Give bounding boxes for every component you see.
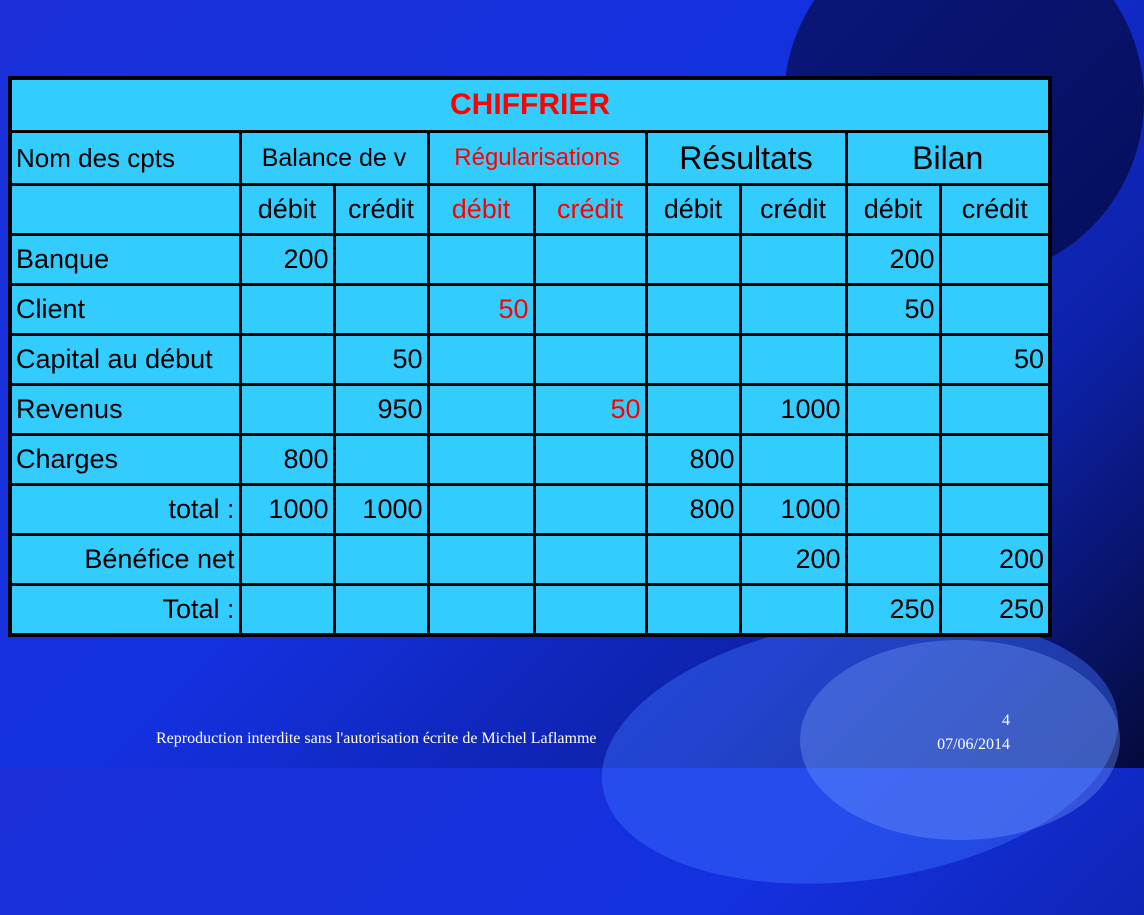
table-cell xyxy=(428,535,534,585)
title-row xyxy=(10,78,1050,132)
header-bilan: Bilan xyxy=(846,132,1050,185)
table-cell xyxy=(940,285,1050,335)
table-title: CHIFFRIER xyxy=(10,78,1050,132)
table-row xyxy=(10,335,1050,385)
row-label: Charges xyxy=(10,435,240,485)
row-label: Capital au début xyxy=(10,335,240,385)
row-label: Total : xyxy=(10,585,240,636)
table-cell xyxy=(428,335,534,385)
sub-header-row xyxy=(10,185,1050,235)
table-cell xyxy=(534,585,646,636)
sub-header-balance-debit: débit xyxy=(240,185,334,235)
header-nom-des-cpts: Nom des cpts xyxy=(10,132,240,185)
table-cell xyxy=(940,435,1050,485)
table-cell xyxy=(334,285,428,335)
header-resultats: Résultats xyxy=(646,132,846,185)
sub-header-regul-debit: débit xyxy=(428,185,534,235)
table-cell xyxy=(740,335,846,385)
group-header-row xyxy=(10,132,1050,185)
table-row xyxy=(10,285,1050,335)
row-label: Banque xyxy=(10,235,240,285)
table-cell xyxy=(534,535,646,585)
table-cell xyxy=(740,285,846,335)
table-cell xyxy=(334,435,428,485)
table-cell xyxy=(646,235,740,285)
sub-header-resultats-debit: débit xyxy=(646,185,740,235)
table-cell xyxy=(334,235,428,285)
table-cell xyxy=(846,535,940,585)
table-cell xyxy=(646,335,740,385)
header-balance: Balance de v xyxy=(240,132,428,185)
table-cell: 250 xyxy=(846,585,940,636)
table-cell xyxy=(740,235,846,285)
table-cell xyxy=(240,385,334,435)
footer-copyright: Reproduction interdite sans l'autorisation écrite de Michel Laflamme xyxy=(156,730,597,747)
table-cell: 800 xyxy=(240,435,334,485)
table-cell: 1000 xyxy=(240,485,334,535)
table-cell: 1000 xyxy=(740,485,846,535)
table-cell xyxy=(646,285,740,335)
table-cell: 1000 xyxy=(334,485,428,535)
table-cell: 50 xyxy=(846,285,940,335)
table-cell xyxy=(740,435,846,485)
table-cell xyxy=(846,335,940,385)
row-label: Bénéfice net xyxy=(10,535,240,585)
row-label: Client xyxy=(10,285,240,335)
footer-date: 07/06/2014 xyxy=(937,736,1010,753)
table-cell: 200 xyxy=(846,235,940,285)
table-row xyxy=(10,385,1050,435)
sub-header-bilan-debit: débit xyxy=(846,185,940,235)
table-cell: 800 xyxy=(646,435,740,485)
sub-header-bilan-credit: crédit xyxy=(940,185,1050,235)
table-cell xyxy=(428,585,534,636)
table-cell xyxy=(428,485,534,535)
table-cell xyxy=(428,435,534,485)
table-cell: 50 xyxy=(334,335,428,385)
table-cell xyxy=(646,585,740,636)
table-cell xyxy=(740,585,846,636)
row-label: Revenus xyxy=(10,385,240,435)
table-cell xyxy=(940,235,1050,285)
sub-header-resultats-credit: crédit xyxy=(740,185,846,235)
table-cell xyxy=(940,485,1050,535)
table-cell: 800 xyxy=(646,485,740,535)
table-cell xyxy=(534,235,646,285)
table-row-grand-total xyxy=(10,585,1050,636)
table-cell: 200 xyxy=(740,535,846,585)
table-cell: 200 xyxy=(940,535,1050,585)
table-cell xyxy=(534,285,646,335)
table-cell: 50 xyxy=(534,385,646,435)
sub-header-empty xyxy=(10,185,240,235)
sub-header-balance-credit: crédit xyxy=(334,185,428,235)
table-cell: 1000 xyxy=(740,385,846,435)
table-cell xyxy=(846,485,940,535)
table-cell xyxy=(240,335,334,385)
table-cell xyxy=(646,385,740,435)
table-cell: 50 xyxy=(428,285,534,335)
slide-number: 4 xyxy=(1002,712,1010,729)
table-row-benefice xyxy=(10,535,1050,585)
table-cell xyxy=(940,385,1050,435)
table-cell xyxy=(534,335,646,385)
table-cell: 950 xyxy=(334,385,428,435)
table-cell xyxy=(428,235,534,285)
table-row-total xyxy=(10,485,1050,535)
table-cell xyxy=(534,485,646,535)
table-cell: 50 xyxy=(940,335,1050,385)
table-cell xyxy=(646,535,740,585)
table-row xyxy=(10,235,1050,285)
table-cell xyxy=(240,585,334,636)
table-row xyxy=(10,435,1050,485)
table-cell xyxy=(846,385,940,435)
table-cell xyxy=(334,535,428,585)
table-cell: 250 xyxy=(940,585,1050,636)
table-cell xyxy=(240,285,334,335)
table-cell xyxy=(240,535,334,585)
table-cell: 200 xyxy=(240,235,334,285)
table-cell xyxy=(846,435,940,485)
row-label: total : xyxy=(10,485,240,535)
table-cell xyxy=(334,585,428,636)
table-cell xyxy=(428,385,534,435)
header-regularisations: Régularisations xyxy=(428,132,646,185)
sub-header-regul-credit: crédit xyxy=(534,185,646,235)
table-cell xyxy=(534,435,646,485)
chiffrier-table xyxy=(8,76,1052,637)
